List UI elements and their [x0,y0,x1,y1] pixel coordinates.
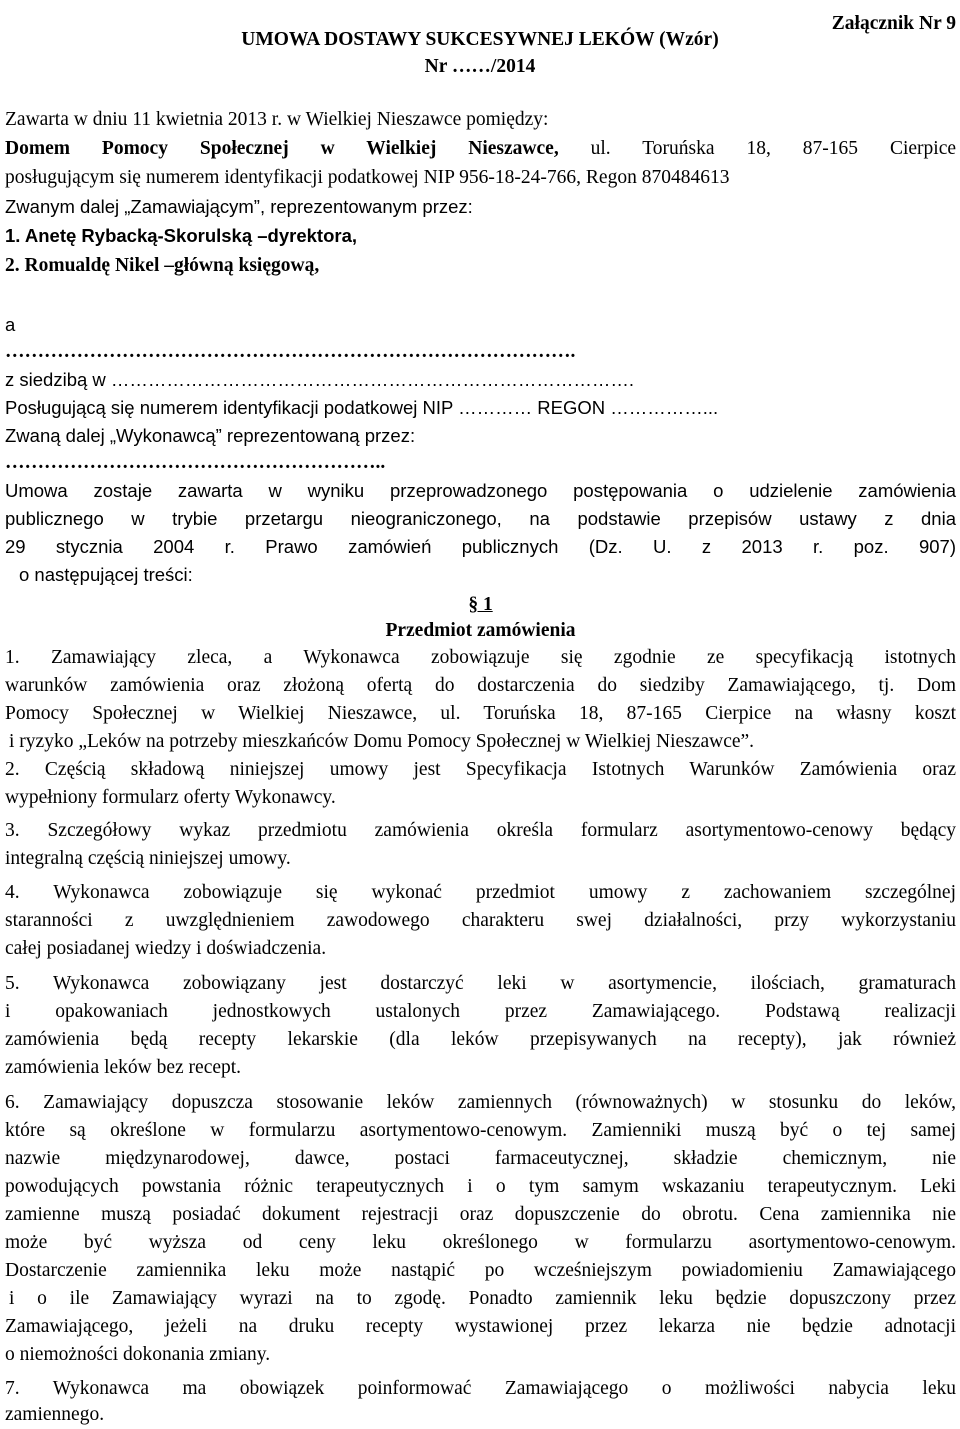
clause-1-line-2: warunków zamówienia oraz złożoną ofertą do dostarczenia do siedziby Zamawiającego, tj. Dom [5,675,956,696]
clause-3-line-1: 3. Szczegółowy wykaz przedmiotu zamówienia określa formularz asortymentowo-cenowy będący [5,820,956,841]
contractor-alias: Zwaną dalej „Wykonawcą” reprezentowaną przez: [5,425,416,446]
clause-6-line-3: nazwie międzynarodowej, dawce, postaci farmaceutycznej, składzie chemicznym, nie [5,1148,956,1169]
section-number: § 1 [468,594,493,615]
clause-1-line-1: 1. Zamawiający zleca, a Wykonawca zobowiązuje się zgodnie ze specyfikacją istotnych [5,647,956,668]
clause-6-line-6: może być wyższa od ceny leku określonego w formularzu asortymentowo-cenowym. [5,1232,956,1253]
clause-4-line-2: staranności z uwzględnieniem zawodowego charakteru swej działalności, przy wykorzystaniu [5,910,956,931]
clause-2-line-1: 2. Częścią składową niniejszej umowy jest Specyfikacja Istotnych Warunków Zamówienia oraz [5,759,956,780]
contractor-representative-blank: ………………………………………………….. [5,452,386,473]
ordering-party-name: Domem Pomocy Społecznej w Wielkiej Nieszawce, [5,138,559,159]
clause-6-line-2: które są określone w formularzu asortymentowo-cenowym. Zamienniki muszą być o tej samej [5,1120,956,1141]
representative-2: 2. Romualdę Nikel –główną księgową, [5,255,320,276]
clause-6-line-5: zamienne muszą posiadać dokument rejestracji oraz dopuszczenie do obrotu. Cena zamiennika nie [5,1204,956,1225]
clause-6-line-1: 6. Zamawiający dopuszcza stosowanie leków zamiennych (równoważnych) w stosunku do leków, [5,1092,956,1113]
clause-4-line-1: 4. Wykonawca zobowiązuje się wykonać przedmiot umowy z zachowaniem szczególnej [5,882,956,903]
ordering-party-alias: Zwanym dalej „Zamawiającym”, reprezentowanym przez: [5,196,473,217]
clause-3-line-2: integralną częścią niniejszej umowy. [5,848,291,869]
clause-6-line-10: o niemożności dokonania zmiany. [5,1344,271,1365]
ordering-party-address: ul. Toruńska 18, 87-165 Cierpice [590,138,957,159]
document-number: Nr ……/2014 [424,56,536,77]
intro-line-2: publicznego w trybie przetargu nieograniczonego, na podstawie przepisów ustawy z dnia [5,508,956,529]
clause-6-line-7: Dostarczenie zamiennika leku może nastąpić po wcześniejszym powiadomieniu Zamawiającego [5,1260,956,1281]
clause-7-line-1: 7. Wykonawca ma obowiązek poinformować Zamawiającego o możliwości nabycia leku [5,1378,956,1399]
clause-5-line-1: 5. Wykonawca zobowiązany jest dostarczyć leki w asortymencie, ilościach, gramaturach [5,973,956,994]
clause-4-line-3: całej posiadanej wiedzy i doświadczenia. [5,938,327,959]
clause-5-line-3: zamówienia będą recepty lekarskie (dla leków przepisywanych na recepty), jak również [5,1029,956,1050]
representative-1: 1. Anetę Rybacką-Skorulską –dyrektora, [5,225,358,246]
contractor-nip-line: Posługującą się numerem identyfikacji podatkowej NIP ………… REGON ……………... [5,397,719,418]
contract-date-line: Zawarta w dniu 11 kwietnia 2013 r. w Wielkiej Nieszawce pomiędzy: [5,109,549,130]
clause-1-line-4: i ryzyko „Leków na potrzeby mieszkańców Domu Pomocy Społecznej w Wielkiej Nieszawce”. [9,731,755,752]
clause-1-line-3: Pomocy Społecznej w Wielkiej Nieszawce, ul. Toruńska 18, 87-165 Cierpice na własny koszt [5,703,956,724]
clause-7-line-2: zamiennego. [5,1404,105,1425]
section-title: Przedmiot zamówienia [385,620,576,641]
clause-5-line-4: zamówienia leków bez recept. [5,1057,242,1078]
ordering-party-nip: posługującym się numerem identyfikacji podatkowej NIP 956-18-24-766, Regon 870484613 [5,167,730,188]
annex-label: Załącznik Nr 9 [831,13,956,34]
and-conjunction: a [5,314,16,335]
clause-2-line-2: wypełniony formularz oferty Wykonawcy. [5,787,336,808]
contractor-seat-line: z siedzibą w …………………………………………………………………………. [5,369,635,390]
document-title: UMOWA DOSTAWY SUKCESYWNEJ LEKÓW (Wzór) [241,29,719,50]
contractor-name-blank: ……………………………………………………………………………. [5,341,576,362]
ordering-party-line [5,134,956,163]
clause-6-line-9: Zamawiającego, jeżeli na druku recepty wystawionej przez lekarza nie będzie adnotacji [5,1316,956,1337]
intro-line-4: o następującej treści: [19,564,193,585]
intro-line-1: Umowa zostaje zawarta w wyniku przeprowadzonego postępowania o udzielenie zamówienia [5,480,956,501]
clause-6-line-8: i o ile Zamawiający wyrazi na to zgodę. Ponadto zamiennik leku będzie dopuszczony przez [9,1288,956,1309]
clause-5-line-2: i opakowaniach jednostkowych ustalonych przez Zamawiającego. Podstawą realizacji [5,1001,956,1022]
intro-line-3: 29 stycznia 2004 r. Prawo zamówień publicznych (Dz. U. z 2013 r. poz. 907) [5,536,956,557]
clause-6-line-4: powodujących powstania różnic terapeutycznych i o tym samym wskazaniu terapeutycznym. Leki [5,1176,956,1197]
